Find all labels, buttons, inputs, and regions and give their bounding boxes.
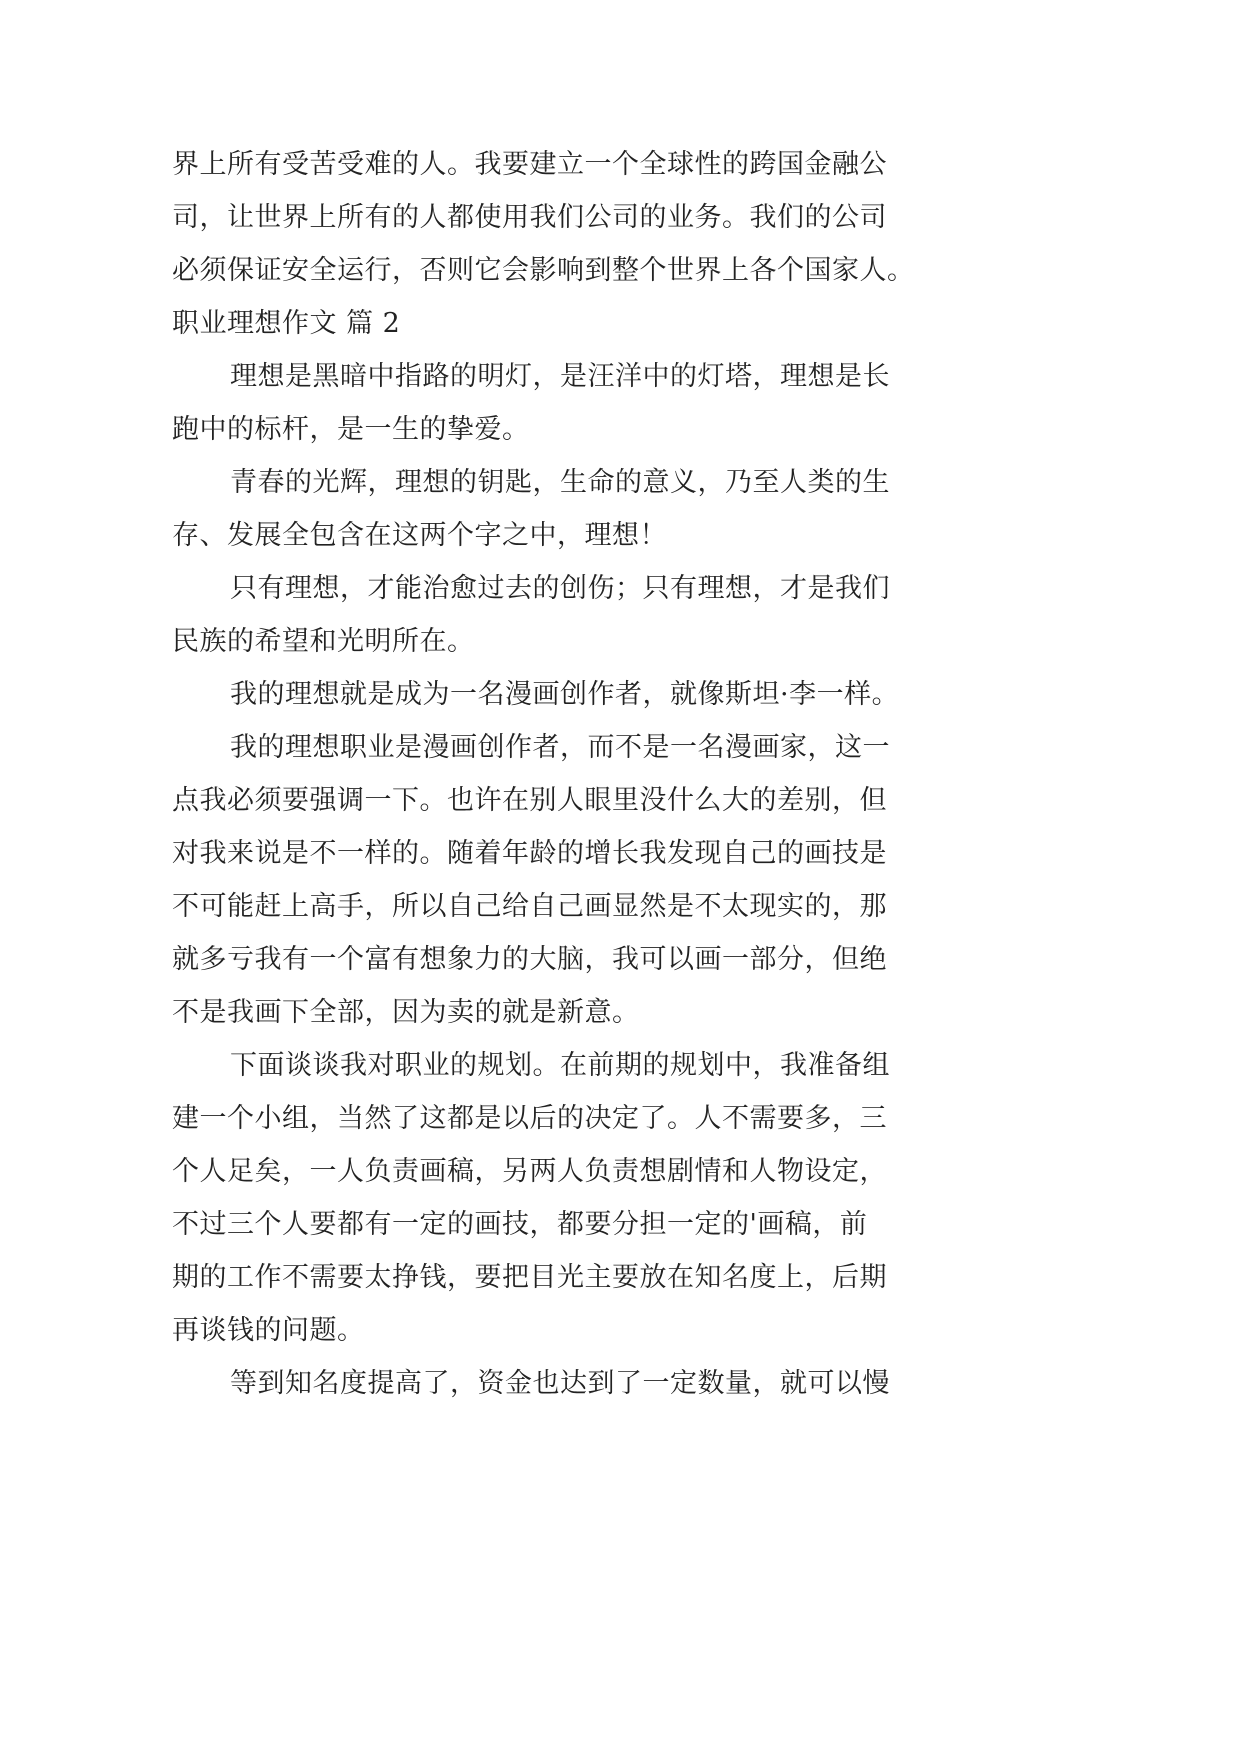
paragraph-first-line: 青春的光辉，理想的钥匙，生命的意义，乃至人类的生 (230, 467, 890, 498)
text-line: 建一个小组，当然了这都是以后的决定了。人不需要多，三 (172, 1103, 887, 1134)
paragraph-first-line: 下面谈谈我对职业的规划。在前期的规划中，我准备组 (230, 1050, 890, 1081)
text-line: 再谈钱的问题。 (172, 1315, 365, 1346)
text-line: 司，让世界上所有的人都使用我们公司的业务。我们的公司 (172, 202, 887, 233)
paragraph-first-line: 等到知名度提高了，资金也达到了一定数量，就可以慢 (230, 1368, 890, 1399)
text-line: 不是我画下全部，因为卖的就是新意。 (172, 997, 640, 1028)
text-line: 不过三个人要都有一定的画技，都要分担一定的'画稿，前 (172, 1209, 868, 1240)
text-line: 点我必须要强调一下。也许在别人眼里没什么大的差别，但 (172, 785, 887, 816)
text-line: 不可能赶上高手，所以自己给自己画显然是不太现实的，那 (172, 891, 887, 922)
text-line: 就多亏我有一个富有想象力的大脑，我可以画一部分，但绝 (172, 944, 887, 975)
text-line: 对我来说是不一样的。随着年龄的增长我发现自己的画技是 (172, 838, 887, 869)
paragraph-first-line: 只有理想，才能治愈过去的创伤；只有理想，才是我们 (230, 573, 890, 604)
text-line: 个人足矣，一人负责画稿，另两人负责想剧情和人物设定， (172, 1156, 887, 1187)
text-line: 跑中的标杆，是一生的挚爱。 (172, 414, 530, 445)
text-line: 必须保证安全运行，否则它会影响到整个世界上各个国家人。 (172, 255, 915, 286)
text-line: 期的工作不需要太挣钱，要把目光主要放在知名度上，后期 (172, 1262, 887, 1293)
paragraph-first-line: 我的理想职业是漫画创作者，而不是一名漫画家，这一 (230, 732, 890, 763)
text-line: 民族的希望和光明所在。 (172, 626, 475, 657)
section-heading: 职业理想作文 篇 2 (172, 308, 401, 339)
text-line: 存、发展全包含在这两个字之中，理想！ (172, 520, 667, 551)
paragraph-first-line: 我的理想就是成为一名漫画创作者，就像斯坦·李一样。 (230, 679, 900, 710)
paragraph-first-line: 理想是黑暗中指路的明灯，是汪洋中的灯塔，理想是长 (230, 361, 890, 392)
text-line: 界上所有受苦受难的人。我要建立一个全球性的跨国金融公 (172, 149, 887, 180)
